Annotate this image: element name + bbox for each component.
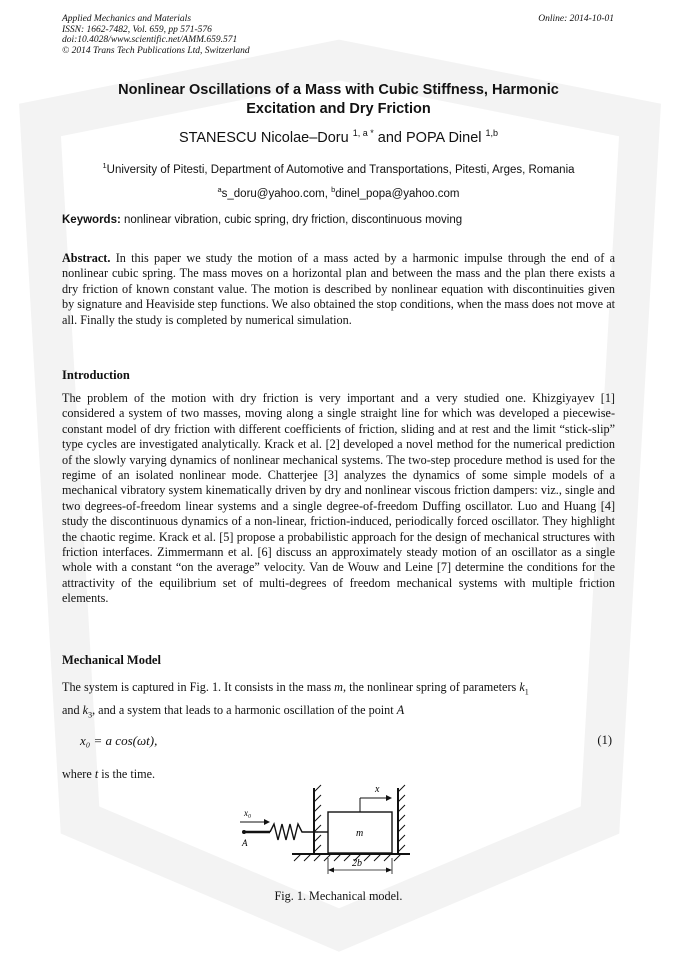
- keywords-text: nonlinear vibration, cubic spring, dry friction, discontinuous moving: [120, 214, 463, 226]
- author-2: and POPA Dinel: [377, 129, 482, 146]
- journal-header: [62, 14, 250, 56]
- title-line-2: Excitation and Dry Friction: [246, 101, 431, 117]
- email-b-sup: b: [331, 184, 336, 194]
- author-1: STANESCU Nicolae–Doru: [178, 129, 349, 146]
- x-arrow: [360, 795, 392, 812]
- label-2b: 2b: [352, 858, 362, 869]
- email-a: s_doru@yahoo.com,: [221, 187, 332, 200]
- where-text: [62, 767, 155, 782]
- label-A: A: [242, 838, 248, 848]
- paper-title: [62, 81, 615, 119]
- where-b: is the time.: [98, 767, 156, 781]
- abstract: [62, 251, 615, 328]
- introduction-text: The problem of the motion with dry friction is very important and a very studied one. Khizgiyayev [1] considered a system of two masses, moving along a single straight line for which was developed a piecewise-constant model of dry friction with different coefficients of friction, sliding and at rest and the limit “stick-slip” type cycles are investigated analytically. Krack et al. [2] developed a novel method for the numerical prediction of the slowly varying dynamics of nonlinear mechanical systems. The two-step procedure method is used for the regime of an isolated nonlinear mode. Chatterjee [3] analyzes the dynamics of some simple models of a mechanical vibratory system kinematically driven by dry and nonlinear viscous friction dampers: viz., single and two degrees-of-freedom linear systems and a single degree-of-freedom Duffing oscillator. Luo and Huang [4] study the discontinuous dynamics of a non-linear, friction-induced, periodically forced oscillator. They highlight the chaotic regime. Krack et al. [5] propose a probabilistic approach for the design of mechanical structures with friction interfaces. Zimmermann et al. [6] discuss an approximately steady motion of an oscillator as a single whole with a constant “on the average” velocity. Van de Wouw and Leine [7] determine the conditions for the attractivity of the equilibrium set of multi-degrees of freedom mechanical systems with multiple friction elements.: [62, 391, 615, 606]
- authors: [62, 128, 615, 146]
- mm-var-k3: k: [82, 703, 89, 718]
- affiliation-block: [62, 156, 615, 204]
- where-var-t: t: [94, 767, 99, 781]
- introduction-heading: Introduction: [62, 368, 130, 382]
- mechanical-model-heading: Mechanical Model: [62, 653, 161, 667]
- spring: [242, 824, 328, 840]
- figure-caption: Fig. 1. Mechanical model.: [274, 889, 403, 903]
- mm-var-k1-sub: 1: [524, 687, 529, 697]
- email-a-sup: a: [217, 184, 222, 194]
- mm-var-k1: k: [519, 680, 525, 694]
- label-x0: x₀: [244, 808, 252, 818]
- copyright: © 2014 Trans Tech Publications Ltd, Switzerland: [62, 45, 250, 56]
- online-date: Online: 2014-10-01: [538, 14, 614, 24]
- keywords: [62, 214, 462, 226]
- mm-var-m: m: [334, 680, 343, 694]
- issn: ISSN: 1662-7482, Vol. 659, pp 571-576: [62, 24, 212, 35]
- mm-text-4: , and a system that leads to a harmonic oscillation of the point: [92, 703, 397, 718]
- keywords-label: Keywords:: [62, 214, 121, 226]
- x0-arrow: [240, 819, 270, 825]
- affiliation-sup: 1: [102, 161, 107, 170]
- where-a: where: [62, 767, 95, 781]
- mechanical-model-text: [62, 678, 615, 725]
- label-m: m: [356, 828, 364, 839]
- right-wall: [398, 785, 405, 854]
- mm-text-2: , the nonlinear spring of parameters: [342, 680, 520, 694]
- title-line-1: Nonlinear Oscillations of a Mass with Cubic Stiffness, Harmonic: [118, 82, 559, 98]
- mm-text-1: The system is captured in Fig. 1. It consists in the mass: [62, 680, 335, 694]
- journal-name: Applied Mechanics and Materials: [62, 14, 192, 24]
- equation-1: x₀ = a cos(ωt),: [80, 733, 158, 748]
- email-b: dinel_popa@yahoo.com: [335, 187, 460, 200]
- mm-var-A: A: [396, 703, 405, 718]
- author-1-sup: 1, a *: [352, 128, 374, 138]
- left-wall: [314, 785, 321, 854]
- mechanical-model-figure: [228, 782, 418, 882]
- mm-text-3: and: [62, 703, 83, 718]
- doi: doi:10.4028/www.scientific.net/AMM.659.571: [62, 35, 238, 46]
- mm-var-k3-sub: 3: [88, 710, 93, 720]
- affiliation-text: University of Pitesti, Department of Automotive and Transportations, Pitesti, Arges, Romania: [106, 163, 575, 176]
- emails: [62, 180, 615, 204]
- affiliation: [62, 156, 615, 180]
- author-2-sup: 1,b: [485, 128, 499, 138]
- label-x: x: [375, 784, 380, 795]
- abstract-text: In this paper we study the motion of a mass acted by a harmonic impulse through the end of a nonlinear cubic spring. The mass moves on a horizontal plan and between the mass and the plan there exists a dry friction of known constant value. The motion is described by nonlinear equation with discontinuities given by signature and Heaviside step functions. We also obtained the stop conditions, when the mass does not move at all. Finally the study is completed by numerical simulation.: [62, 251, 615, 327]
- equation-number: (1): [597, 733, 612, 747]
- abstract-label: Abstract.: [62, 251, 111, 265]
